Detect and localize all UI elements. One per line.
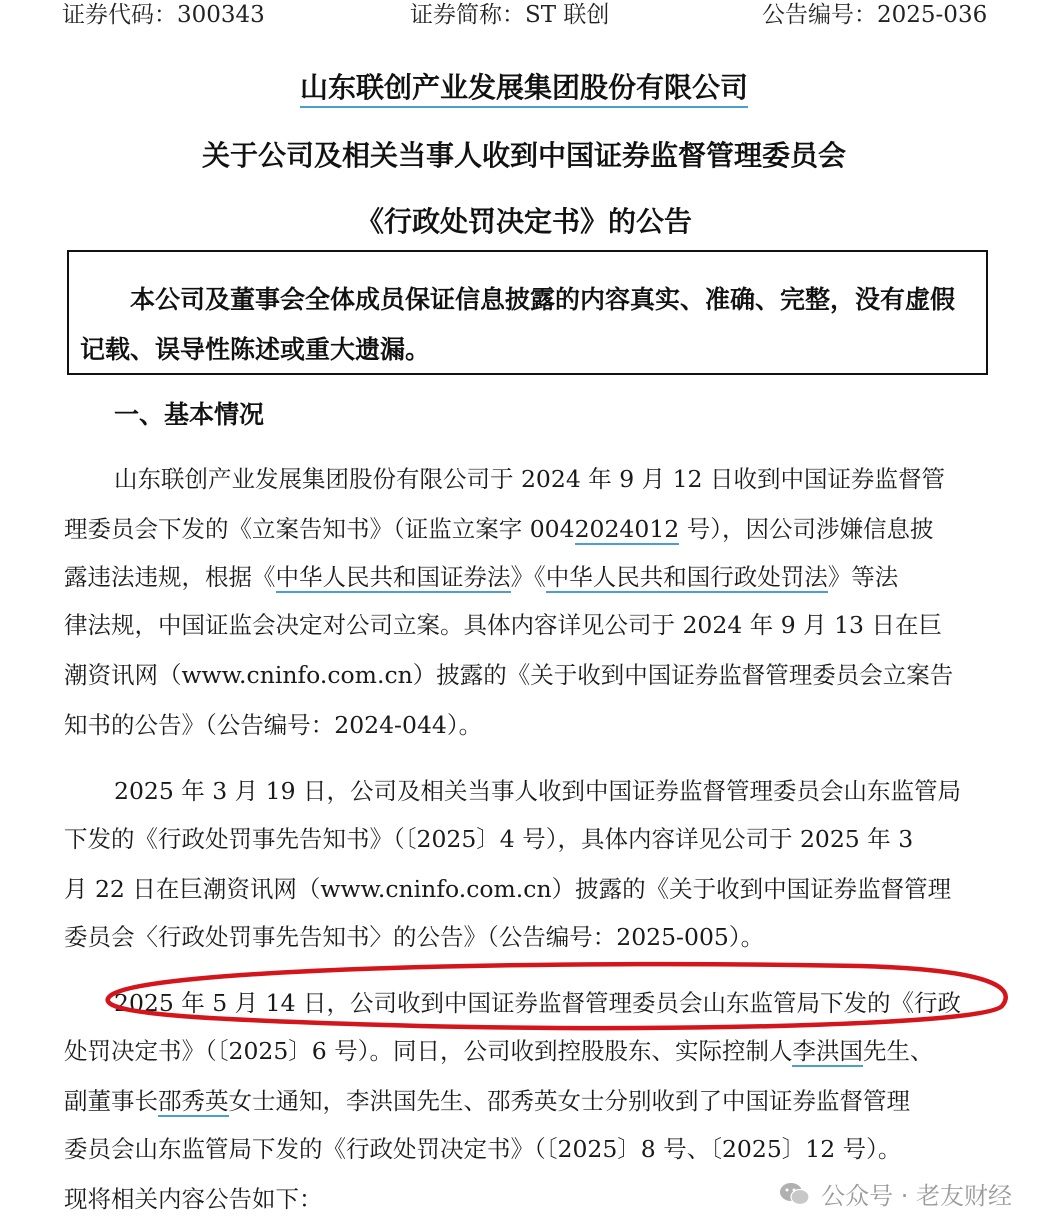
para3-text: 副董事长 [64,1087,158,1115]
disclaimer-line-2: 记载、误导性陈述或重大遗漏。 [80,335,431,364]
company-title: 山东联创产业发展集团股份有限公司 [0,66,1048,106]
para1-line: 山东联创产业发展集团股份有限公司于 2024 年 9 月 12 日收到中国证券监督管 [114,465,945,493]
stock-short-name: 证券简称：ST 联创 [410,2,610,28]
announcement-title: 关于公司及相关当事人收到中国证券监督管理委员会 [201,139,846,172]
announcement-subtitle: 《行政处罚决定书》的公告 [355,205,692,238]
para3-text: 女士通知，李洪国先生、邵秀英女士分别收到了中国证券监督管理 [228,1087,910,1115]
para2-line: 月 22 日在巨潮资讯网（www.cninfo.com.cn）披露的《关于收到中国证券监督管理 [64,875,952,903]
person-link-shao-xiuying[interactable]: 邵秀英 [158,1087,229,1115]
disclaimer-line-1: 本公司及董事会全体成员保证信息披露的内容真实、准确、完整，没有虚假 [130,285,956,314]
para3-line: 2025 年 5 月 14 日，公司收到中国证券监督管理委员会山东监管局下发的《行政 [114,989,962,1017]
para3-line: 现将相关内容公告如下： [64,1185,323,1213]
para1-text: 》等法 [827,563,899,591]
para1-line: 律法规，中国证监会决定对公司立案。具体内容详见公司于 2024 年 9 月 13 日在巨 [64,611,942,639]
para3-text: 处罚决定书》（〔2025〕6 号）。同日，公司收到控股股东、实际控制人 [64,1037,793,1065]
wechat-icon [779,1182,811,1206]
para3-text: 先生、 [862,1037,934,1065]
para1-text: 》《 [510,563,546,591]
administrative-penalty-law-link[interactable]: 中华人民共和国行政处罚法 [545,563,828,591]
para1-line: 潮资讯网（www.cninfo.com.cn）披露的《关于收到中国证券监督管理委员会立案告 [64,661,954,689]
notice-number: 公告编号：2025-036 [762,2,988,28]
para2-line: 2025 年 3 月 19 日，公司及相关当事人收到中国证券监督管理委员会山东监管局 [114,777,962,805]
para1-text: 号），因公司涉嫌信息披 [679,515,934,543]
para2-line: 下发的《行政处罚事先告知书》（〔2025〕4 号），具体内容详见公司于 2025 年 3 [64,825,914,853]
case-number-link[interactable]: 2024012 [574,515,680,543]
securities-law-link[interactable]: 中华人民共和国证券法 [275,563,511,591]
para1-line: 知书的公告》（公告编号：2024-044）。 [64,711,483,739]
stock-code: 证券代码：300343 [62,2,265,28]
watermark-text: 公众号 · 老友财经 [821,1182,1012,1210]
watermark [779,1176,1012,1211]
para3-line: 委员会山东监管局下发的《行政处罚决定书》（〔2025〕8 号、〔2025〕12 号）。 [64,1135,902,1163]
person-link-li-hongguo[interactable]: 李洪国 [792,1037,863,1065]
section-heading-basic: 一、基本情况 [114,400,265,429]
para2-line: 委员会〈行政处罚事先告知书〉的公告》（公告编号：2025-005）。 [64,923,765,951]
para1-text: 理委员会下发的《立案告知书》（证监立案字 004 [64,515,575,543]
para1-text: 露违法违规，根据《 [64,563,276,591]
